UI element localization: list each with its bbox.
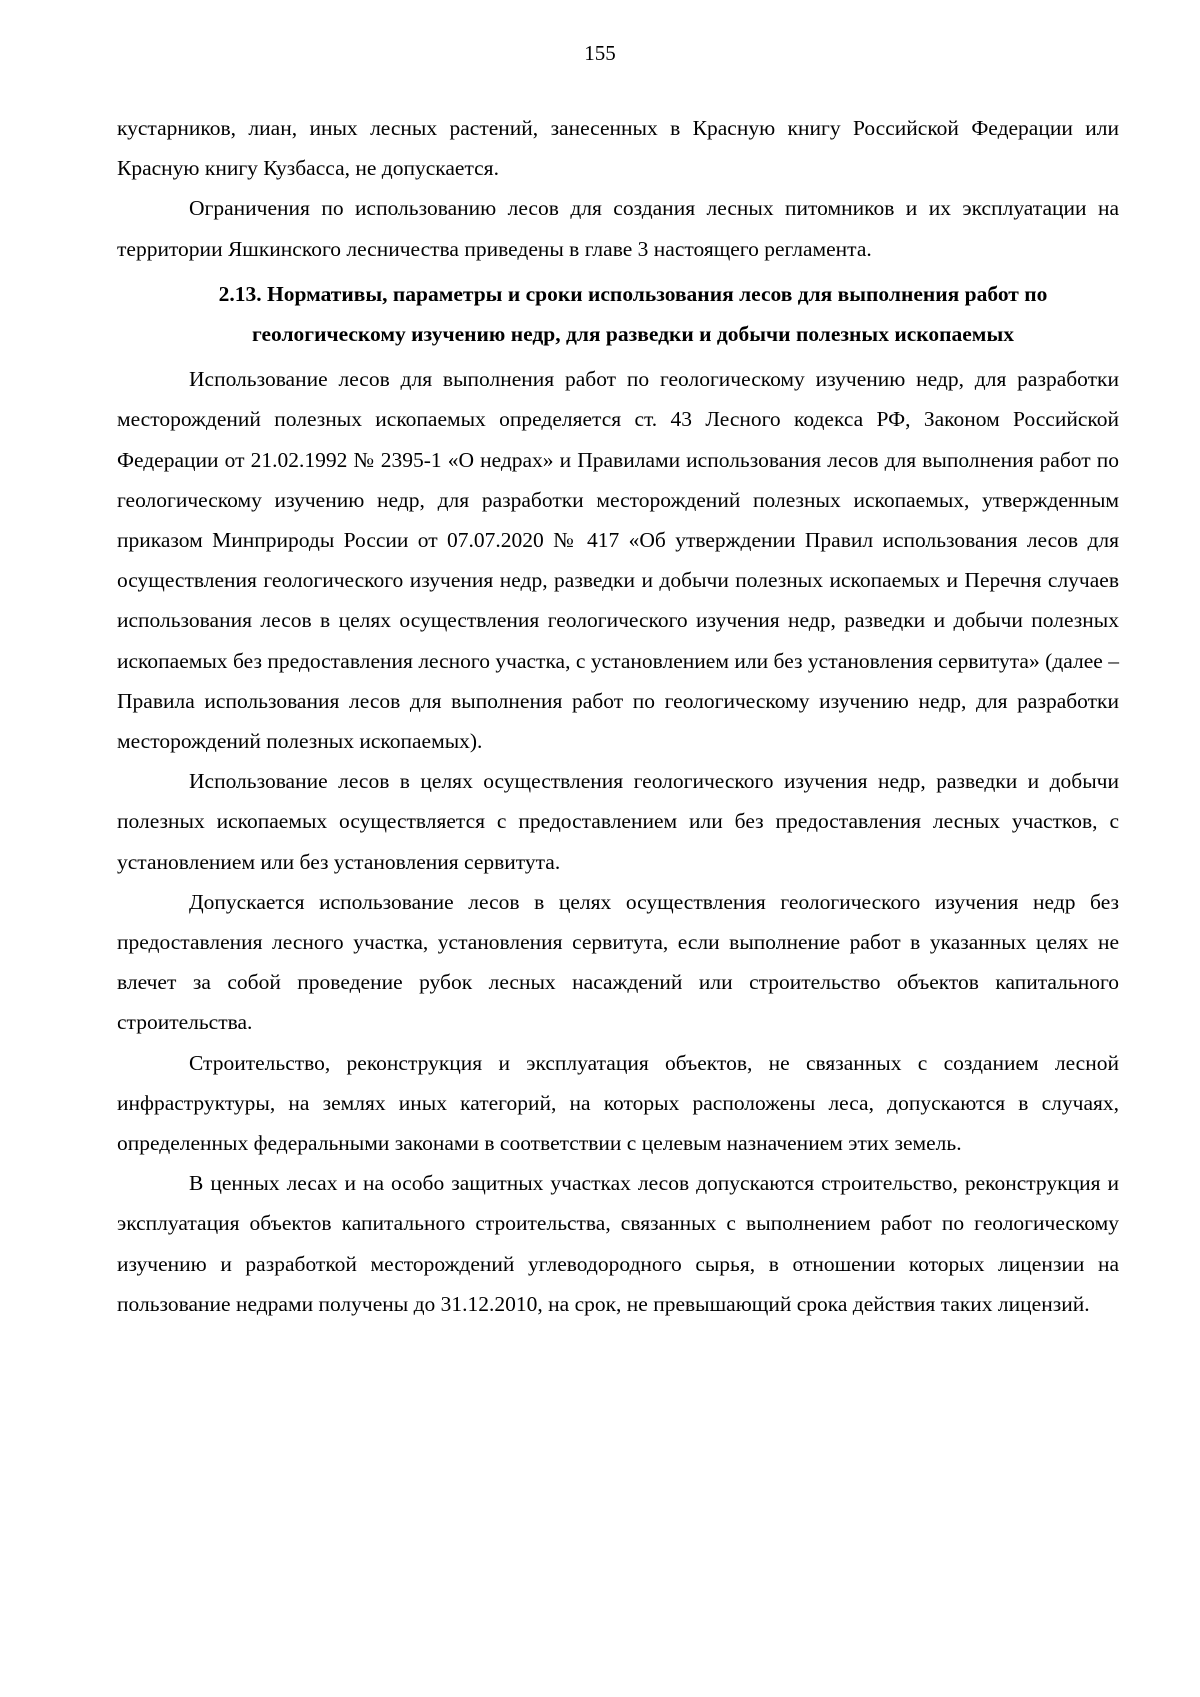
paragraph-nursery-restrictions: Ограничения по использованию лесов для создания лесных питомников и их эксплуатации на территории Яшкинского лесничества приведены в главе 3 настоящего регламента. bbox=[117, 196, 1119, 261]
paragraph-other-categories: Строительство, реконструкция и эксплуатация объектов, не связанных с созданием лесной инфраструктуры, на землях иных категорий, на которых расположены леса, допускаются в случаях, определенных федеральными законами в соответствии с целевым назначением этих земель. bbox=[117, 1050, 1119, 1156]
paragraph-land-provision: Использование лесов в целях осуществления геологического изучения недр, разведки и добычи полезных ископаемых осуществляется с предоставлением или без предоставления лесных участков, с установлением или без установления сервитута. bbox=[117, 769, 1119, 874]
paragraph-continuation: кустарников, лиан, иных лесных растений, занесенных в Красную книгу Российской Федерации или Красную книгу Кузбасса, не допускается. bbox=[117, 116, 1119, 181]
document-body bbox=[117, 108, 1119, 1324]
paragraph-legal-basis: Использование лесов для выполнения работ по геологическому изучению недр, для разработки месторождений полезных ископаемых определяется ст. 43 Лесного кодекса РФ, Законом Российской Федерации от 21.02.1992 № 2395-1 «О недрах» и Правилами использования лесов для выполнения работ по геологическому изучению недр, для разработки месторождений полезных ископаемых, утвержденным приказом Минприроды России от 07.07.2020 № 417 «Об утверждении Правил использования лесов для осуществления геологического изучения недр, разведки и добычи полезных ископаемых и Перечня случаев использования лесов в целях осуществления геологического изучения недр, разведки и добычи полезных ископаемых без предоставления лесного участка, с установлением или без установления сервитута» (далее – Правила использования лесов для выполнения работ по геологическому изучению недр, для разработки месторождений полезных ископаемых). bbox=[117, 367, 1119, 754]
paragraph-valuable-forests: В ценных лесах и на особо защитных участках лесов допускаются строительство, реконструкция и эксплуатация объектов капитального строительства, связанных с выполнением работ по геологическому изучению и разработкой месторождений углеводородного сырья, в отношении которых лицензии на пользование недрами получены до 31.12.2010, на срок, не превышающий срока действия таких лицензий. bbox=[117, 1171, 1119, 1316]
section-heading: 2.13. Нормативы, параметры и сроки использования лесов для выполнения работ по геологическому изучению недр, для разведки и добычи полезных ископаемых bbox=[218, 281, 1048, 347]
page-number: 155 bbox=[584, 41, 616, 65]
paragraph-no-servitude: Допускается использование лесов в целях осуществления геологического изучения недр без предоставления лесного участка, установления сервитута, если выполнение работ в указанных целях не влечет за собой проведение рубок лесных насаждений или строительство объектов капитального строительства. bbox=[117, 889, 1119, 1035]
